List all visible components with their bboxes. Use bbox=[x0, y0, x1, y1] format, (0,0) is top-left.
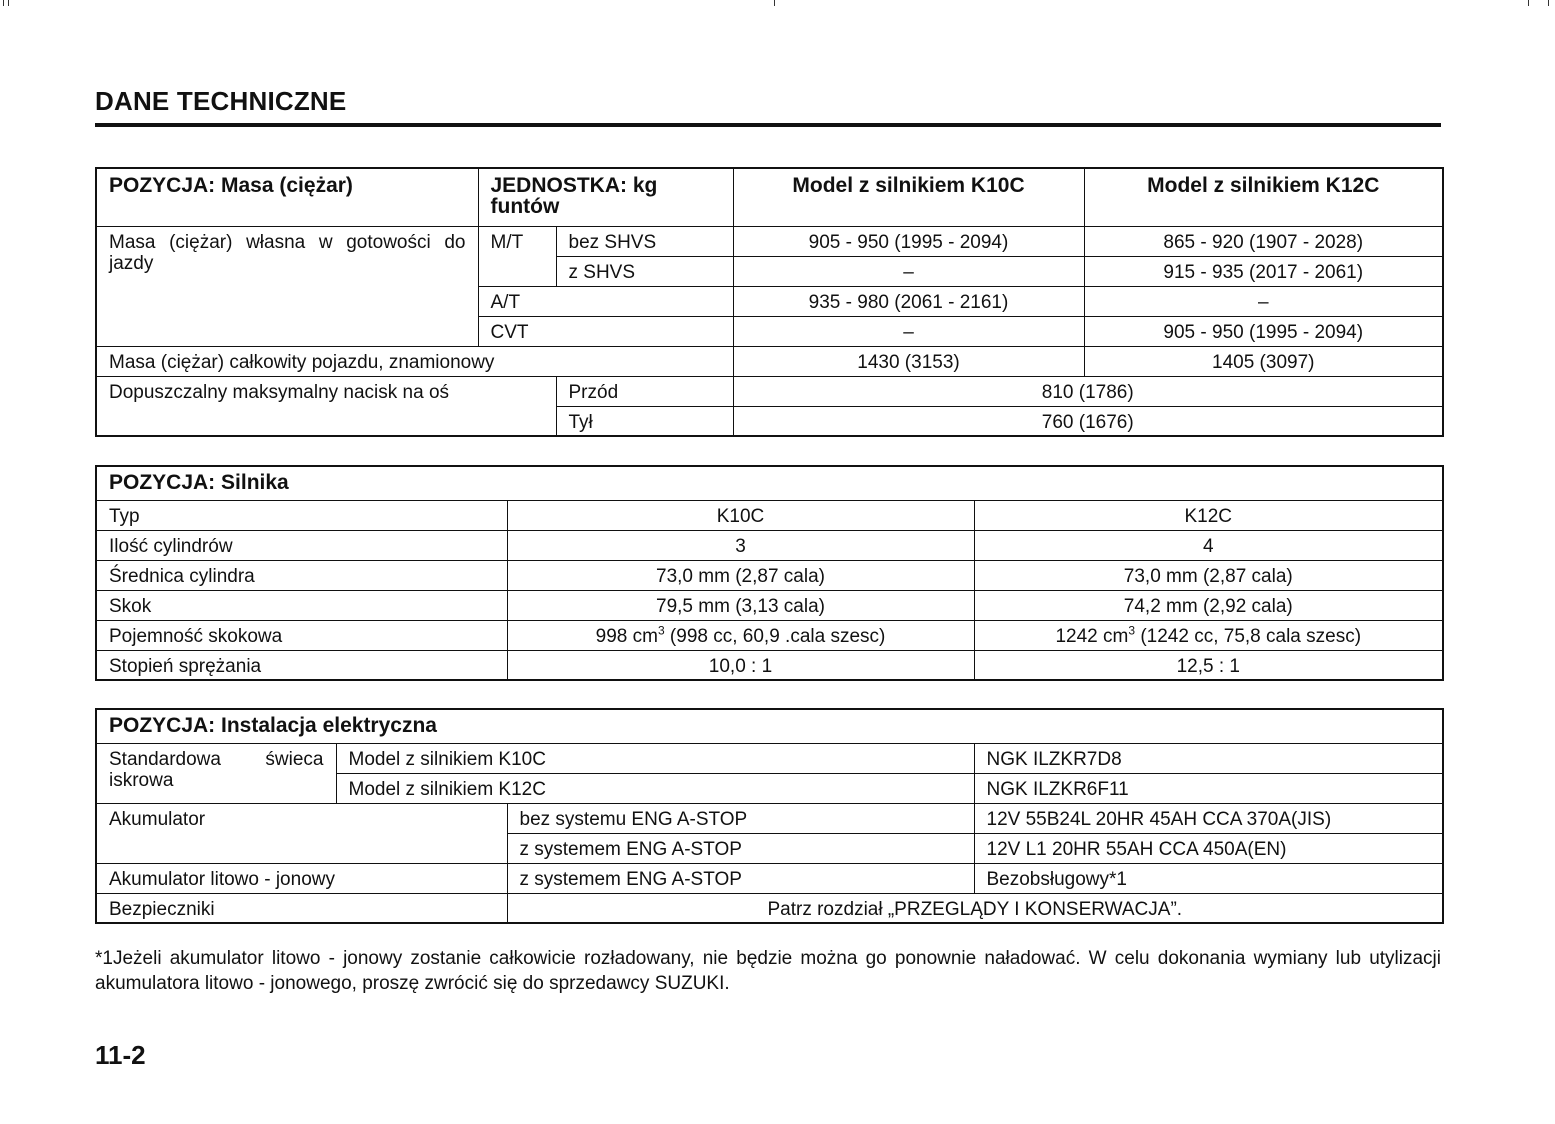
cell: 760 (1676) bbox=[733, 406, 1443, 436]
cell: 3 bbox=[507, 530, 974, 560]
table-row bbox=[96, 346, 1443, 376]
superscript: 3 bbox=[1128, 623, 1136, 638]
cell: Patrz rozdział „PRZEGLĄDY I KONSERWACJA”. bbox=[507, 893, 1443, 923]
position-header: POZYCJA: Silnika bbox=[96, 466, 1443, 500]
value: 1242 cm bbox=[1055, 625, 1129, 647]
front-label: Przód bbox=[556, 376, 733, 406]
axle-load-label: Dopuszczalny maksymalny nacisk na oś bbox=[96, 376, 556, 436]
li-ion-label: Akumulator litowo - jonowy bbox=[96, 863, 507, 893]
cell: 74,2 mm (2,92 cala) bbox=[974, 590, 1443, 620]
cell: 79,5 mm (3,13 cala) bbox=[507, 590, 974, 620]
row-label: Średnica cylindra bbox=[96, 560, 507, 590]
cell: bez systemu ENG A-STOP bbox=[507, 803, 974, 833]
crop-mark bbox=[8, 0, 9, 6]
table-row bbox=[96, 560, 1443, 590]
table-header bbox=[96, 709, 1443, 743]
table-row bbox=[96, 620, 1443, 650]
bez-shvs-label: bez SHVS bbox=[556, 226, 733, 256]
row-label: Stopień sprężania bbox=[96, 650, 507, 680]
table-header bbox=[96, 466, 1443, 500]
gross-weight-label: Masa (ciężar) całkowity pojazdu, znamionowy bbox=[96, 346, 733, 376]
cell: K12C bbox=[974, 500, 1443, 530]
table-row bbox=[96, 500, 1443, 530]
footnote: *1Jeżeli akumulator litowo - jonowy zostanie całkowicie rozładowany, nie będzie można go ponownie naładować. W celu dokonania wymiany lub utylizacji akumulatora litowo - jonowego, proszę zwrócić się do sprzedawcy SUZUKI. bbox=[95, 948, 1441, 994]
cell: 915 - 935 (2017 - 2061) bbox=[1084, 256, 1443, 286]
table-row bbox=[96, 226, 1443, 256]
cell: – bbox=[1084, 286, 1443, 316]
value: 998 cm bbox=[595, 625, 658, 647]
z-shvs-label: z SHVS bbox=[556, 256, 733, 286]
row-label: Typ bbox=[96, 500, 507, 530]
k10c-header: Model z silnikiem K10C bbox=[733, 168, 1084, 226]
cell: 4 bbox=[974, 530, 1443, 560]
cell: 12V L1 20HR 55AH CCA 450A(EN) bbox=[974, 833, 1443, 863]
cell: 905 - 950 (1995 - 2094) bbox=[1084, 316, 1443, 346]
crop-mark bbox=[1548, 0, 1549, 6]
cell bbox=[974, 620, 1443, 650]
value: (998 cc, 60,9 .cala szesc) bbox=[664, 625, 886, 647]
cell: K10C bbox=[507, 500, 974, 530]
spark-plug-label: Standardowa świeca iskrowa bbox=[96, 743, 336, 803]
cell: NGK ILZKR6F11 bbox=[974, 773, 1443, 803]
cell bbox=[507, 620, 974, 650]
table-header bbox=[96, 168, 1443, 226]
cell: 810 (1786) bbox=[733, 376, 1443, 406]
fuses-label: Bezpieczniki bbox=[96, 893, 507, 923]
row-label: Ilość cylindrów bbox=[96, 530, 507, 560]
page-number: 11-2 bbox=[95, 1040, 146, 1070]
row-label: Pojemność skokowa bbox=[96, 620, 507, 650]
table-row bbox=[96, 650, 1443, 680]
superscript: 3 bbox=[657, 623, 665, 638]
curb-weight-label: Masa (ciężar) własna w gotowości do jazdy bbox=[96, 226, 478, 346]
crop-mark bbox=[1528, 0, 1529, 6]
rear-label: Tył bbox=[556, 406, 733, 436]
title-rule bbox=[95, 123, 1441, 127]
row-label: Skok bbox=[96, 590, 507, 620]
cell: – bbox=[733, 316, 1084, 346]
cvt-label: CVT bbox=[478, 316, 733, 346]
cell: Model z silnikiem K10C bbox=[336, 743, 974, 773]
cell: 865 - 920 (1907 - 2028) bbox=[1084, 226, 1443, 256]
position-header: POZYCJA: Masa (ciężar) bbox=[96, 168, 478, 226]
cell: Bezobsługowy*1 bbox=[974, 863, 1443, 893]
cell: 12,5 : 1 bbox=[974, 650, 1443, 680]
table-row bbox=[96, 530, 1443, 560]
cell: 905 - 950 (1995 - 2094) bbox=[733, 226, 1084, 256]
cell: – bbox=[733, 256, 1084, 286]
electrical-table bbox=[95, 708, 1444, 924]
cell: NGK ILZKR7D8 bbox=[974, 743, 1443, 773]
cell: 73,0 mm (2,87 cala) bbox=[507, 560, 974, 590]
table-row bbox=[96, 590, 1443, 620]
table-row bbox=[96, 743, 1443, 773]
table-row bbox=[96, 893, 1443, 923]
position-header: POZYCJA: Instalacja elektryczna bbox=[96, 709, 1443, 743]
cell: 10,0 : 1 bbox=[507, 650, 974, 680]
crop-mark bbox=[774, 0, 775, 6]
k12c-header: Model z silnikiem K12C bbox=[1084, 168, 1443, 226]
battery-label: Akumulator bbox=[96, 803, 507, 863]
table-row bbox=[96, 803, 1443, 833]
cell: 12V 55B24L 20HR 45AH CCA 370A(JIS) bbox=[974, 803, 1443, 833]
engine-table bbox=[95, 465, 1444, 681]
cell: 935 - 980 (2061 - 2161) bbox=[733, 286, 1084, 316]
mt-label: M/T bbox=[478, 226, 556, 286]
table-row bbox=[96, 376, 1443, 406]
mass-table bbox=[95, 167, 1444, 437]
at-label: A/T bbox=[478, 286, 733, 316]
cell: 1405 (3097) bbox=[1084, 346, 1443, 376]
unit-header: JEDNOSTKA: kg funtów bbox=[478, 168, 733, 226]
cell: 73,0 mm (2,87 cala) bbox=[974, 560, 1443, 590]
cell: z systemem ENG A-STOP bbox=[507, 833, 974, 863]
cell: Model z silnikiem K12C bbox=[336, 773, 974, 803]
page-title: DANE TECHNICZNE bbox=[95, 86, 347, 116]
cell: z systemem ENG A-STOP bbox=[507, 863, 974, 893]
cell: 1430 (3153) bbox=[733, 346, 1084, 376]
table-row bbox=[96, 863, 1443, 893]
value: (1242 cc, 75,8 cala szesc) bbox=[1135, 625, 1362, 647]
crop-mark bbox=[3, 0, 4, 6]
